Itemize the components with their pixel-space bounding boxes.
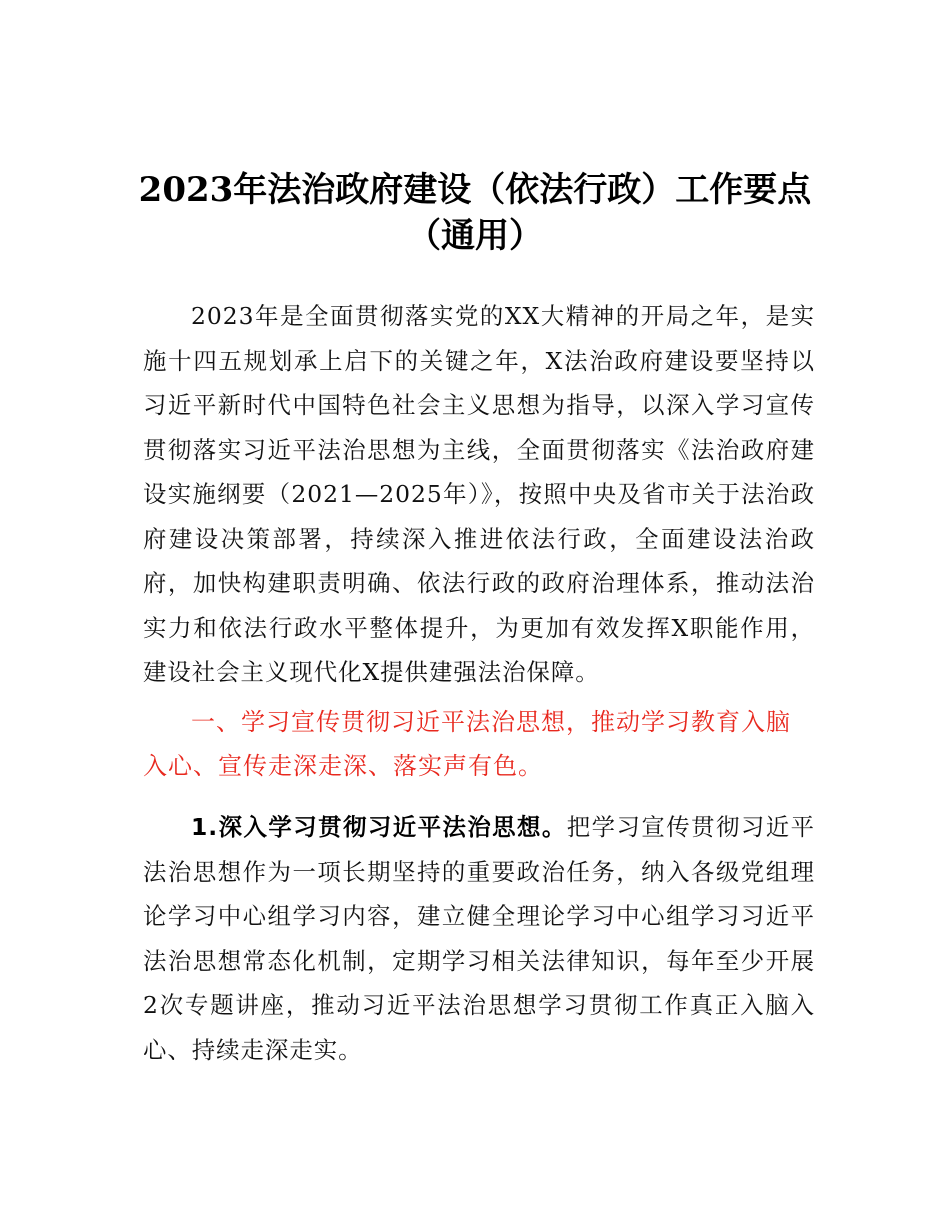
item-1-body: 把学习宣传贯彻习近平法治思想作为一项长期坚持的重要政治任务，纳入各级党组理论学习中心组学习内容，建立健全理论学习中心组学习习近平法治思想常态化机制，定期学习相关法律知识，每年至少开展2次专题讲座，推动习近平法治思想学习贯彻工作真正入脑入心、持续走深走实。 (143, 813, 815, 1064)
section-1-heading: 一、学习宣传贯彻习近平法治思想，推动学习教育入脑入心、宣传走深走深、落实声有色。 (143, 708, 791, 780)
item-1-lead: 1.深入学习贯彻习近平法治思想。 (191, 813, 567, 841)
document-title-line-1: 2023年法治政府建设（依法行政）工作要点 (138, 170, 812, 210)
document-title-line-2: （通用） (407, 216, 543, 256)
item-1-paragraph (143, 805, 815, 1072)
intro-paragraph: 2023年是全面贯彻落实党的XX大精神的开局之年，是实施十四五规划承上启下的关键之年，X法治政府建设要坚持以习近平新时代中国特色社会主义思想为指导，以深入学习宣传贯彻落实习近平法治思想为主线，全面贯彻落实《法治政府建设实施纲要（2021—2025年）》，按照中央及省市关于法治政府建设决策部署，持续深入推进依法行政，全面建设法治政府，加快构建职责明确、依法行政的政府治理体系，推动法治实力和依法行政水平整体提升，为更加有效发挥X职能作用，建设社会主义现代化X提供建强法治保障。 (143, 302, 815, 686)
